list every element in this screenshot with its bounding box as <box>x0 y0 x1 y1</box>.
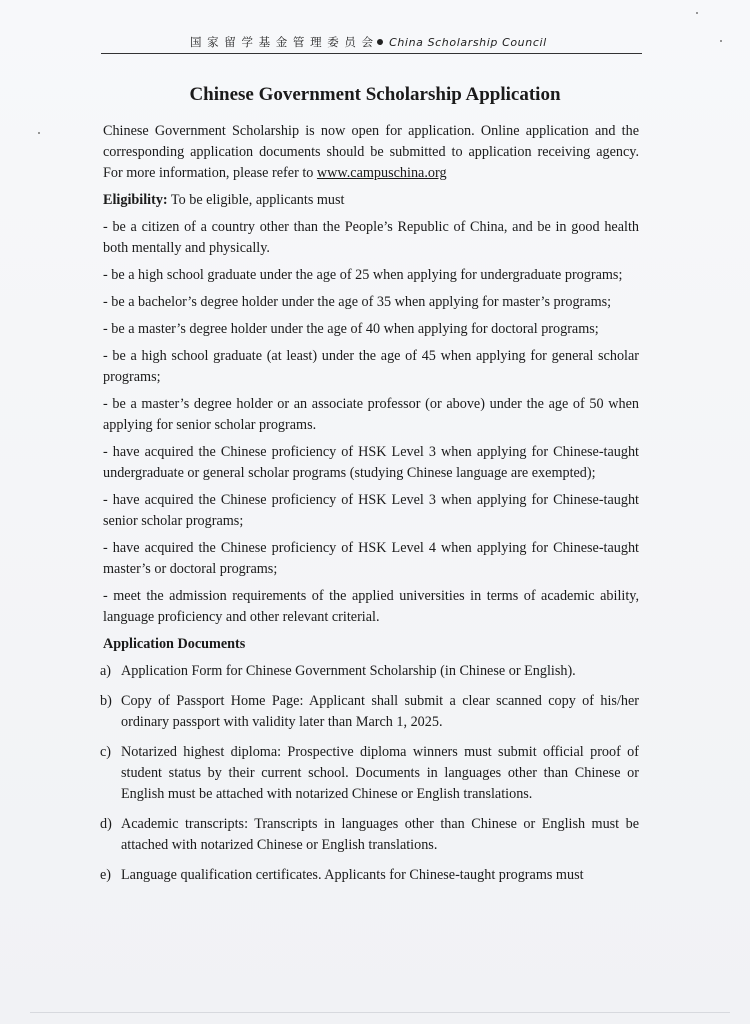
list-marker: c) <box>100 744 112 760</box>
list-item-text: Language qualification certificates. Applicants for Chinese-taught programs must <box>121 867 584 883</box>
eligibility-item: - be a master’s degree holder under the age of 40 when applying for doctoral programs; <box>103 321 599 337</box>
eligibility-item: - be a citizen of a country other than the People’s Republic of China, and be in good health both mentally and physically. <box>103 219 639 256</box>
scan-speck <box>38 132 40 134</box>
eligibility-item: - have acquired the Chinese proficiency of HSK Level 3 when applying for Chinese-taught undergraduate or general scholar programs (studying Chinese language are exempted); <box>103 444 639 481</box>
document-body <box>100 121 639 895</box>
scan-speck <box>696 12 698 14</box>
eligibility-label: Eligibility: <box>103 192 168 208</box>
letterhead-chinese-name: 国 家 留 学 基 金 管 理 委 员 会 <box>190 35 375 49</box>
list-item <box>100 742 639 805</box>
list-item <box>100 814 639 856</box>
list-item <box>100 661 639 682</box>
letterhead-rule <box>101 53 642 54</box>
documents-heading: Application Documents <box>103 636 246 652</box>
bullet-dot-icon <box>377 39 383 45</box>
eligibility-lead-text: To be eligible, applicants must <box>167 192 345 208</box>
letterhead-english-name: China Scholarship Council <box>389 36 547 49</box>
list-item-text: Notarized highest diploma: Prospective diploma winners must submit official proof of student status by their current school. Documents in languages other than Chinese or English must be attached with notarized Chinese or English translations. <box>121 744 639 802</box>
eligibility-item: - meet the admission requirements of the applied universities in terms of academic ability, language proficiency and other relevant criterial. <box>103 588 639 625</box>
list-marker: a) <box>100 663 112 679</box>
scan-speck <box>720 40 722 42</box>
list-item-text: Application Form for Chinese Government Scholarship (in Chinese or English). <box>121 663 576 679</box>
intro-text: Chinese Government Scholarship is now open for application. Online application and the corresponding application documents should be submitted to application receiving agency. For more information, please refer to <box>103 123 639 181</box>
list-item <box>100 865 639 886</box>
eligibility-item: - have acquired the Chinese proficiency of HSK Level 3 when applying for Chinese-taught senior scholar programs; <box>103 492 639 529</box>
letterhead <box>190 34 640 50</box>
list-marker: e) <box>100 867 112 883</box>
list-item-text: Academic transcripts: Transcripts in languages other than Chinese or English must be attached with notarized Chinese or English translations. <box>121 816 639 853</box>
list-marker: b) <box>100 693 112 709</box>
list-item-text: Copy of Passport Home Page: Applicant shall submit a clear scanned copy of his/her ordinary passport with validity later than March 1, 2025. <box>121 693 639 730</box>
eligibility-item: - have acquired the Chinese proficiency of HSK Level 4 when applying for Chinese-taught master’s or doctoral programs; <box>103 540 639 577</box>
scan-edge-line <box>30 1012 730 1013</box>
documents-list <box>100 661 639 886</box>
page-title: Chinese Government Scholarship Application <box>189 84 561 105</box>
eligibility-item: - be a bachelor’s degree holder under the age of 35 when applying for master’s programs; <box>103 294 612 310</box>
eligibility-item: - be a high school graduate under the age of 25 when applying for undergraduate programs; <box>103 267 623 283</box>
eligibility-item: - be a high school graduate (at least) under the age of 45 when applying for general scholar programs; <box>103 348 639 385</box>
list-marker: d) <box>100 816 112 832</box>
eligibility-lead <box>103 190 639 211</box>
campuschina-link[interactable]: www.campuschina.org <box>316 165 447 181</box>
list-item <box>100 691 639 733</box>
eligibility-item: - be a master’s degree holder or an associate professor (or above) under the age of 50 when applying for senior scholar programs. <box>103 396 639 433</box>
intro-paragraph <box>103 121 639 184</box>
